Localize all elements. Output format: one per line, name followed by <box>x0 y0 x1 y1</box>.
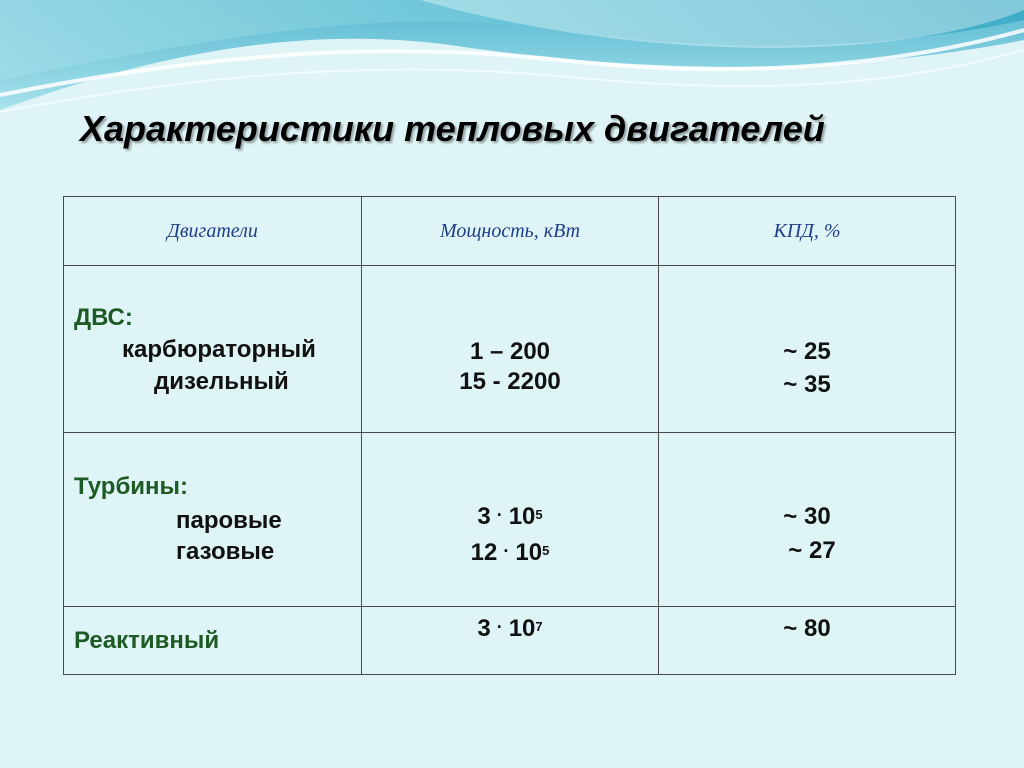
table-row <box>64 266 956 433</box>
page-title: Характеристики тепловых двигателей <box>80 108 825 149</box>
efficiency-value: ~ 27 <box>788 537 836 564</box>
power-cell <box>362 266 659 433</box>
table-header-row <box>64 197 956 266</box>
power-cell <box>362 607 659 675</box>
power-cell <box>362 433 659 607</box>
engine-subtype: карбюраторный <box>122 336 316 363</box>
header-efficiency: КПД, % <box>659 197 956 266</box>
engines-table <box>63 196 956 675</box>
power-value: $3 \cdot 10^7$ <box>477 615 543 642</box>
efficiency-cell <box>659 607 956 675</box>
efficiency-value: ~ 25 <box>783 338 831 365</box>
engine-cell <box>64 433 362 607</box>
engine-subtype: дизельный <box>154 368 289 395</box>
engine-group-label: Реактивный <box>74 627 220 654</box>
engine-subtype: газовые <box>176 538 275 565</box>
efficiency-value: ~ 80 <box>783 615 831 642</box>
efficiency-value: ~ 30 <box>783 503 831 530</box>
power-value: $12 \cdot 10^5$ <box>470 539 550 566</box>
power-value: $3 \cdot 10^5$ <box>477 503 543 530</box>
header-engines: Двигатели <box>64 197 362 266</box>
table-row <box>64 607 956 675</box>
table-row <box>64 433 956 607</box>
engine-group-label: ДВС: <box>74 304 133 331</box>
engine-group-label: Турбины: <box>74 473 188 500</box>
power-value: 15 - 2200 <box>459 368 561 395</box>
header-power: Мощность, кВт <box>362 197 659 266</box>
engine-cell <box>64 607 362 675</box>
efficiency-cell <box>659 266 956 433</box>
engine-cell <box>64 266 362 433</box>
efficiency-cell <box>659 433 956 607</box>
power-value: 1 – 200 <box>469 338 551 365</box>
efficiency-value: ~ 35 <box>783 371 831 398</box>
engine-subtype: паровые <box>176 507 282 534</box>
